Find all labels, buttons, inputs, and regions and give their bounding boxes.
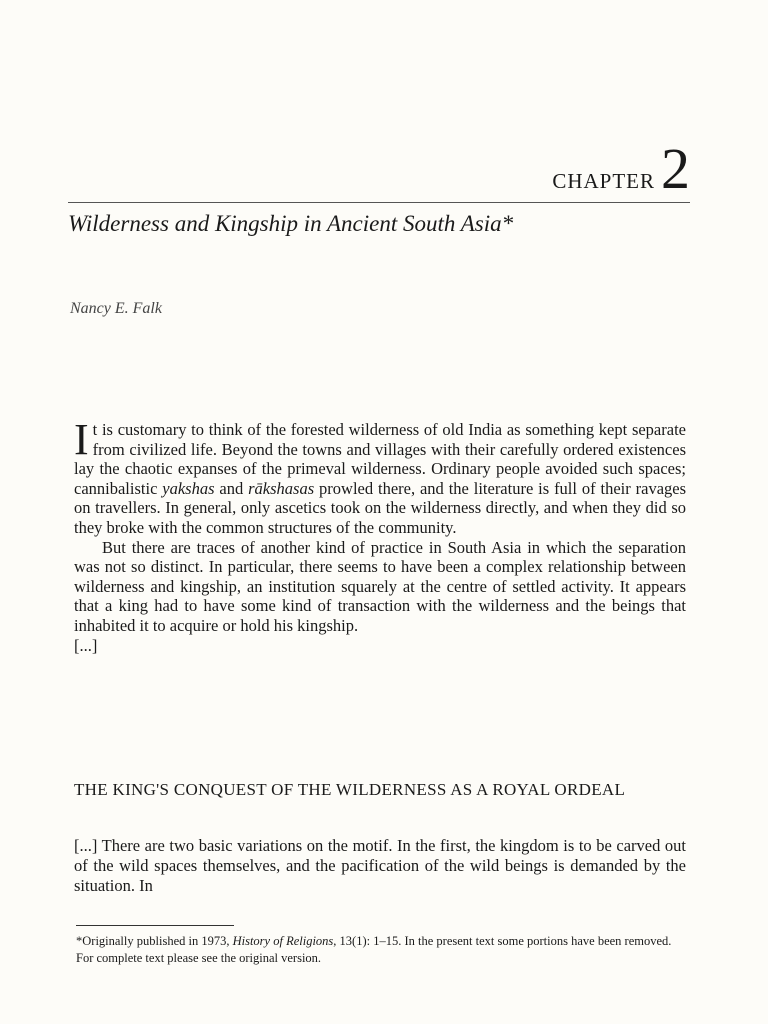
footnote-rule [76, 925, 234, 926]
paragraph: [...] There are two basic variations on the motif. In the first, the kingdom is to be carved out of the wild spaces themselves, and the pacification of the wild beings is demanded by the situation. In [74, 836, 686, 895]
drop-cap: I [74, 415, 89, 464]
emphasis-yakshas: yakshas [162, 478, 215, 498]
chapter-title: Wilderness and Kingship in Ancient South Asia* [68, 211, 514, 236]
body-text [74, 415, 687, 655]
text-run: t is customary to think of the forested wilderness of old India as something kept separate from civilized life. Beyond the towns and villages with their carefully ordered existences lay the chaotic expanses of the primeval wilderness. Ordinary people avoided such spaces; cannibalistic [74, 420, 686, 498]
text-run: *Originally published in 1973, [76, 934, 233, 948]
chapter-label: CHAPTER [552, 169, 655, 193]
section-heading: THE KING'S CONQUEST OF THE WILDERNESS AS A ROYAL ORDEAL [74, 780, 626, 799]
text-run: prowled there, and the literature is full of their ravages on travellers. In general, only ascetics took on the wilderness directly, and when they did so they broke with the common structures of the community. [74, 478, 687, 537]
author-name: Nancy E. Falk [70, 300, 162, 317]
paragraph: But there are traces of another kind of practice in South Asia in which the separation was not so distinct. In particular, there seems to have been a complex relationship between wilderness and kingship, an institution squarely at the centre of settled activity. It appears that a king had to have some kind of transaction with the wilderness and the beings that inhabited it to acquire or hold his kingship. [74, 537, 686, 635]
footnote-text [76, 933, 688, 967]
title-rule [68, 202, 690, 203]
section-text [74, 836, 686, 896]
chapter-number: 2 [661, 136, 690, 201]
ellipsis: [...] [74, 635, 98, 655]
text-run: and [214, 478, 249, 498]
chapter-heading [552, 136, 690, 201]
journal-title: History of Religions [232, 934, 334, 948]
text-run: , 13(1): 1–15. In the present text some portions have been removed. For complete text please see the original version. [76, 934, 672, 965]
footnote [76, 933, 688, 967]
paragraph [74, 415, 687, 538]
emphasis-rakshasas: rākshasas [248, 478, 315, 498]
